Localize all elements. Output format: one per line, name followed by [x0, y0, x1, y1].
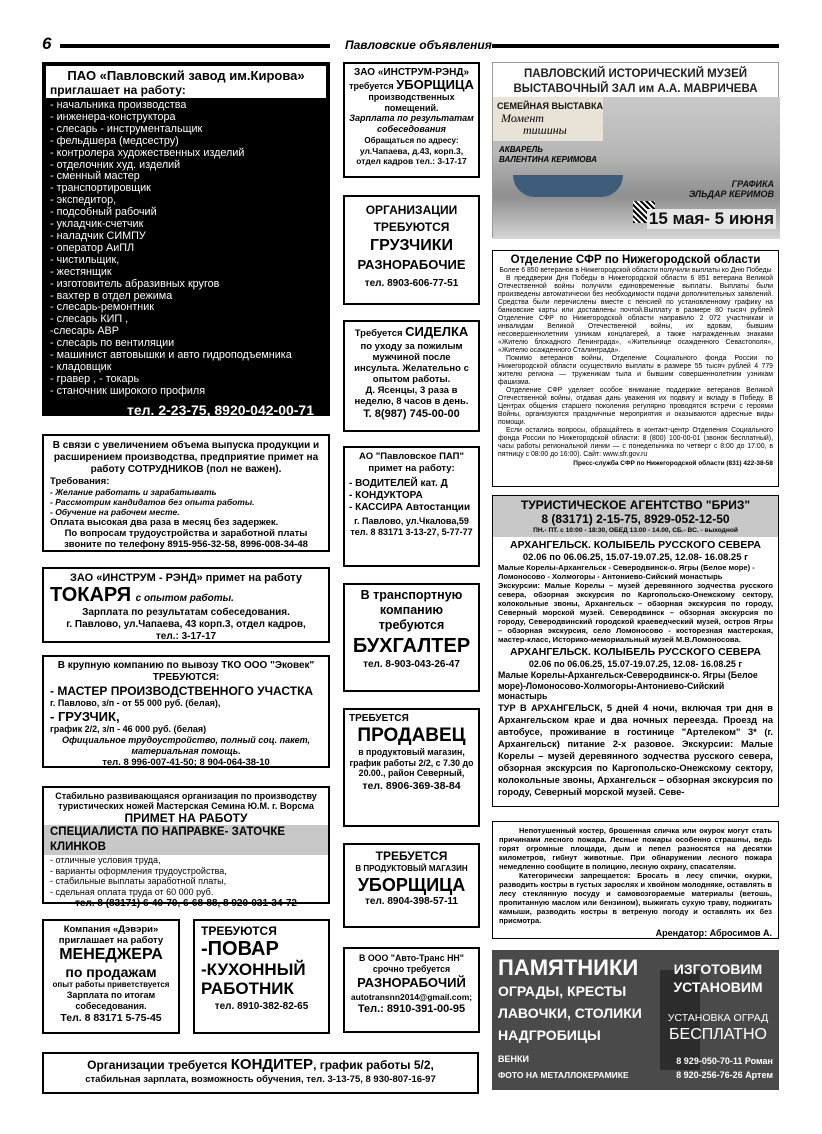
job-item: - фельдшера (медсестру) [50, 134, 179, 147]
ekovek-phone: тел. 8 996-007-41-50; 8 904-064-38-10 [102, 757, 270, 768]
autotrans-intro: В ООО "Авто-Транс НН" срочно требуется [359, 953, 464, 974]
accountant-phone: тел. 8-903-043-26-47 [363, 659, 460, 670]
sfr-para-5: Если остались вопросы, обращайтесь в контакт-центр Отделения Социального фонда России по Нижегородской области: 8 (800) 100-00-01 (звонок бесплатный), часы работы региональной линии — с понедельника по четверг с 8:00 до 17:00, в пятницу с 08:00 до 16:00). Сайт: www.sfr.gov.ru [498, 427, 773, 458]
autotrans-email: autotransnn2014@gmail.com; [350, 992, 473, 1002]
cleaner1-company: ЗАО «ИНСТРУМ-РЭНД» [353, 67, 470, 78]
ekovek-loader-pay: график 2/2, з/п - 46 000 руб. (белая) [50, 724, 207, 734]
loaders-intro: ОРГАНИЗАЦИИ ТРЕБУЮТСЯ [365, 203, 458, 234]
caregiver-ad [343, 320, 480, 432]
tour1-title: АРХАНГЕЛЬСК. КОЛЫБЕЛЬ РУССКОГО СЕВЕРА [509, 539, 761, 551]
autotrans-phone: Тел.: 8910-391-00-95 [357, 1003, 466, 1015]
monuments-phone-2: 8 920-256-76-26 Артем [676, 1070, 773, 1080]
confectioner-intro: Организации требуется [87, 1058, 228, 1072]
job-item: - укладчик-счетчик [50, 218, 144, 231]
accountant-title: БУХГАЛТЕР [352, 635, 471, 657]
job-item: - изготовитель абразивных кругов [50, 277, 220, 290]
knives-cond-1: - отличные условия труда, [50, 855, 161, 865]
confectioner-ad [42, 1052, 479, 1094]
turner-title: ТОКАРЯ [50, 584, 132, 606]
cook-title: -ПОВАР [201, 938, 279, 960]
monuments-benches: ЛАВОЧКИ, СТОЛИКИ [498, 1005, 642, 1021]
pap-ad [343, 446, 480, 567]
job-item: - экспедитор, [50, 194, 117, 207]
seller-title: ПРОДАВЕЦ [357, 725, 466, 746]
page-header-title: Павловские объявления [345, 38, 492, 52]
knives-hire: ПРИМЕТ НА РАБОТУ [124, 811, 248, 825]
accountant-ad [343, 583, 480, 692]
staff-req: Требования: [50, 476, 110, 487]
knives-position: СПЕЦИАЛИСТА ПО НАПРАВКЕ- ЗАТОЧКЕ КЛИНКОВ [44, 825, 328, 855]
job-item: - оператор АиПЛ [50, 241, 135, 254]
job-item: - станочник широкого профиля [50, 384, 206, 397]
ekovek-master: - МАСТЕР ПРОИЗВОДСТВЕННОГО УЧАСТКА [50, 684, 314, 698]
cleaner1-req: требуется [349, 81, 394, 91]
sfr-para-2: В преддверии Дня Победы в Нижегородской области 6 851 ветерана Великой Отечественной войны получили единовременные выплаты. Выплаты были произведены автоматически без необходимости подачи дополнительных заявлений. Средства были перечислены вместе с пенсией по установленному графику на банковские карты или доставлены почтой.Выплату в размере 80 тысяч рублей Отделение СФР по Нижегородской области направило 2 072 участникам и инвалидам Великой Отечественной войны, их вдовам, бывшим несовершеннолетним узникам концлагерей, а также награжденным знаками «Жителю блокадного Ленинграда», «Жительнице осажденного Севастополя», «Жителю осажденного Сталинграда». [498, 275, 773, 354]
knives-intro: Стабильно развивающаяся организация по производству туристических ножей Мастерская Семина Ю.М. г. Ворсма [55, 791, 317, 811]
museum-family: СЕМЕЙНАЯ ВЫСТАВКА [497, 101, 603, 111]
manager-title: МЕНЕДЖЕРА [59, 946, 163, 963]
job-item: - слесарь по вентиляции [50, 337, 175, 350]
briz-title: ТУРИСТИЧЕСКОЕ АГЕНТСТВО "БРИЗ" [520, 498, 751, 512]
ekovek-intro: В крупную компанию по вывозу ТКО ООО "Эковек" [57, 660, 315, 671]
tour1-route: Малые Корелы-Архангельск - Северодвинск-о. Ягры (Белое море) - Ломоносово - Холмогоры - Антониево-Сийский монастырь [498, 563, 755, 581]
job-item: - кладовщик [50, 360, 112, 373]
seller-ad [343, 708, 480, 827]
seller-desc: в продуктовый магазин, график работы 2/2, с 7.30 до 20.00., район Северный, [349, 747, 474, 778]
briz-hours: ПН.- ПТ. с 10:00 - 18:30, ОБЕД 13.00 - 14.00, СБ.- ВС. - выходной [533, 527, 738, 534]
tour2-desc: ТУР В АРХАНГЕЛЬСК, 5 дней 4 ночи, включая три дня в Архангельском крае и два ночных переезда. Проезд на автобусе, проживание в гостинице "Артелеком" 3* (г. Архангельск) питание 2-х разовое. Экскурсии: Малые Корелы – музей деревянного зодчества русского севера, обзорная экскурсия по Каргопольско-Онежскому сектору, колокольные звоны, Архангельск – обзорная экскурсия по городу, Северный морской музей. Севе- [498, 702, 773, 797]
job-item: - слесарь - инструментальщик [50, 122, 203, 135]
tour1-dates: 02.06 по 06.06.25, 15.07-19.07.25, 12.08- 16.08.25 г [522, 552, 749, 563]
confectioner-title: КОНДИТЕР [230, 1056, 314, 1073]
header-rule-right [492, 44, 779, 48]
museum-title: ПАВЛОВСКИЙ ИСТОРИЧЕСКИЙ МУЗЕЙ [523, 68, 748, 80]
confectioner-phone: стабильная зарплата, возможность обучения, тел. 3-13-75, 8 930-807-16-97 [85, 1074, 436, 1085]
job-item: - сменный мастер [50, 170, 140, 183]
tour1-excursions: Экскурсии: Малые Корелы – музей деревянного зодчества русского севера, обзорная экскурсия по Каргопольско-Онежскому сектору, колокольные звоны, Архангельск – обзорная экскурсия по городу, Северный морской музей. Северодвинск – обзорная экскурсия по городу, Северодвинский городской краеведческий музей, остров Ягры – обзорная экскурсия, село Ломоносово - косторезная мастерская, мастер-класс, Историко-мемориальный музей М.В.Ломоносова. [498, 581, 773, 644]
sfr-para-1: Более 6 850 ветеранов в Нижегородской области получили выплаты ко Дню Победы [499, 267, 772, 274]
boat-shape [513, 175, 623, 197]
cleaner2-title: УБОРЩИЦА [357, 875, 466, 895]
cleaner1-address: ул.Чапаева, д.43, корп.3, отдел кадров тел.: 3-17-17 [356, 146, 467, 166]
manager-intro: Компания «Дэвэри» приглашает на работу [58, 924, 164, 946]
autotrans-ad [343, 947, 480, 1033]
kirov-phone: тел. 2-23-75, 8920-042-00-71 [127, 401, 314, 418]
cleaner2-phone: тел. 8904-398-57-11 [365, 896, 458, 907]
job-item: - отделочник худ. изделий [50, 158, 181, 171]
manager-exp: опыт работы приветствуется [52, 980, 170, 989]
ekovek-ad [42, 655, 330, 768]
knives-cond-2: - варианты оформления трудоустройства, [50, 865, 227, 876]
turner-pay: Зарплата по результатам собеседования. [82, 607, 290, 618]
pap-phone: тел. 8 83171 3-13-27, 5-77-77 [350, 527, 473, 537]
kirov-list [44, 100, 328, 398]
job-item: - транспортировщик [50, 182, 151, 195]
loaders-title: ГРУЗЧИКИ [370, 237, 453, 254]
cook-req: ТРЕБУЮТСЯ [201, 924, 277, 938]
museum-graphics: ГРАФИКА [731, 179, 774, 189]
staff-req-1: - Желание работать и зарабатывать [50, 487, 217, 497]
cleaner1-place: производственных помещений. [368, 92, 455, 113]
knives-cond-4: - сдельная оплата труда от 60 000 руб. [50, 886, 214, 897]
seller-req: ТРЕБУЕТСЯ [349, 713, 409, 724]
job-item: - контролера художественных изделий [50, 146, 245, 159]
pap-drivers: - ВОДИТЕЛЕЙ кат. Д [349, 478, 448, 489]
caregiver-title: СИДЕЛКА [405, 324, 469, 339]
briz-ad [492, 495, 779, 807]
museum-poster [492, 62, 779, 238]
job-item: - начальника производства [50, 99, 187, 111]
monuments-make: ИЗГОТОВИМ [673, 961, 763, 977]
fire-signature: Арендатор: Абросимов А. [655, 928, 772, 938]
turner-ad [42, 567, 330, 643]
tour2-dates: 02.06 по 06.06.25, 15.07-19.07.25, 12.08- 16.08.25 г [528, 659, 743, 669]
sfr-title: Отделение СФР по Нижегородской области [510, 254, 761, 266]
job-item: - подсобный рабочий [50, 206, 157, 219]
museum-silence: тишины [523, 123, 567, 137]
job-item: - слесарь КИП , [50, 313, 129, 326]
cleaner2-req: ТРЕБУЕТСЯ [375, 849, 448, 863]
kirov-title: ПАО «Павловский завод им.Кирова» [67, 68, 305, 83]
turner-intro: ЗАО «ИНСТРУМ - РЭНД» примет на работу [69, 572, 303, 584]
museum-artist2: ЭЛЬДАР КЕРИМОВ [688, 189, 774, 199]
loaders-phone: тел. 8903-606-77-51 [364, 278, 459, 289]
pap-address: г. Павлово, ул.Чкалова,59 [354, 516, 469, 526]
monuments-free: БЕСПЛАТНО [669, 1026, 767, 1043]
museum-hall: ВЫСТАВОЧНЫЙ ЗАЛ им А.А. МАВРИЧЕВА [513, 83, 758, 95]
turner-address: г. Павлово, ул.Чапаева, 43 корп.3, отдел кадров, [66, 619, 306, 630]
monuments-title: ПАМЯТНИКИ [498, 955, 639, 980]
tour2-route: Малые Корелы-Архангельск-Северодвинск-о. Ягры (Белое море)-Ломоносово-Холмогоры-Антониево-Сийский монастырь [498, 670, 758, 701]
caregiver-phone: Т. 8(987) 745-00-00 [363, 408, 460, 420]
museum-artwork [493, 97, 780, 239]
staff-phone: звоните по телефону 8915-956-32-58, 8996-008-34-48 [64, 539, 308, 550]
pap-cashier: - КАССИРА Автостанции [349, 502, 471, 513]
monuments-ad [492, 950, 779, 1090]
manager-pay: Зарплата по итогам собеседования. [66, 990, 156, 1011]
tour2-title: АРХАНГЕЛЬСК. КОЛЫБЕЛЬ РУССКОГО СЕВЕРА [509, 646, 761, 658]
confectioner-schedule: , график работы 5/2, [313, 1058, 434, 1072]
fire-notice [492, 821, 779, 939]
manager-sales: по продажам [65, 964, 157, 980]
museum-artist1: ВАЛЕНТИНА КЕРИМОВА [499, 155, 597, 164]
job-item: - слесарь-ремонтник [50, 301, 154, 314]
turner-exp: с опытом работы. [135, 593, 234, 604]
cleaner1-pay: Зарплата по результатам собеседования [349, 113, 474, 134]
seller-phone: тел. 8906-369-38-84 [362, 779, 461, 792]
job-item: - гравер , - токарь [50, 372, 140, 385]
caregiver-req: Требуется [354, 328, 403, 339]
job-item: - наладчик СИМПУ [50, 229, 146, 242]
autotrans-title: РАЗНОРАБОЧИЙ [357, 975, 466, 990]
caregiver-desc: по уходу за пожилым мужчиной после инсульта. Желательно с опытом работы. [354, 341, 469, 385]
monuments-wreaths: ВЕНКИ [498, 1054, 529, 1064]
job-item: - инженера-конструктора [50, 110, 176, 123]
sfr-article [492, 250, 779, 487]
museum-moment: Момент [501, 111, 544, 125]
monuments-tombstones: НАДГРОБИЦЫ [498, 1027, 601, 1043]
museum-watercolor: АКВАРЕЛЬ [499, 145, 543, 154]
ekovek-loader: - ГРУЗЧИК, [50, 709, 120, 724]
ekovek-master-pay: г. Павлово, з/п - от 55 000 руб. (белая), [50, 698, 221, 708]
cook-ad [193, 919, 330, 1034]
page-number: 6 [42, 34, 52, 53]
sfr-para-4: Отделение СФР уделяет особое внимание поддержке ветеранов Великой Отечественной войны, отдавая дань уважения их подвигу и вкладу в Победу. В Центрах общения старшего поколения регулярно проводятся встречи с героями Войны, организуются праздничные мероприятия и оказываются адресные виды помощи. [498, 387, 773, 426]
staff-req-2: - Рассмотрим кандидатов без опыта работы. [50, 497, 255, 507]
kirov-sub: приглашает на работу: [50, 83, 186, 97]
staff-intro: В связи с увеличением объема выпуска продукции и расширением производства, предприятие примет на работу СОТРУДНИКОВ (пол не важен). [52, 440, 320, 475]
cook-phone: тел. 8910-382-82-65 [214, 1001, 309, 1012]
cleaner1-contact: Обращаться по адресу: [364, 136, 459, 145]
caregiver-schedule: Д. Ясенцы, 3 раза в неделю, 8 часов в день. [354, 385, 469, 407]
ekovek-req: ТРЕБУЮТСЯ: [152, 672, 220, 683]
museum-dates: 15 мая- 5 июня [648, 209, 774, 228]
kirov-address: Обр. г. Павлово, ул. Маяковского, 77 отдел кадров [67, 419, 305, 431]
pap-intro: АО "Павловское ПАП" примет на работу: [359, 451, 464, 474]
turner-phone: тел.: 3-17-17 [155, 631, 217, 642]
fire-para-2: Категорически запрещается: Бросать в лесу спички, окурки, разводить костры в густых зарослях и хвойном молодняке, оставлять в лесу стеклянную посуду и самовозгораемые материалы (ветошь, пропитанную маслом или бензином), выжигать сухую траву, поджигать камыши, разводить костры в ветреную погоду и оставлять их без присмотра. [499, 871, 772, 925]
header-rule-left [60, 44, 330, 48]
monuments-phone-1: 8 929-050-70-11 Роман [676, 1056, 773, 1066]
kirov-ad [42, 62, 330, 431]
job-item: - вахтер в отдел режима [50, 289, 173, 302]
knives-phone: тел. 8 (83171) 6-40-70, 6-68-88, 8 920-031-34-72 [75, 898, 297, 909]
cleaner2-place: В ПРОДУКТОВЫЙ МАГАЗИН [355, 864, 468, 873]
manager-phone: Тел. 8 83171 5-75-45 [60, 1012, 162, 1024]
knives-cond-3: - стабильные выплаты заработной платы, [50, 876, 227, 886]
staff-pay: Оплата высокая два раза в месяц без задержек. [50, 517, 279, 528]
job-item: - жестянщик [50, 265, 112, 278]
cleaner1-ad [343, 62, 480, 178]
accountant-intro: В транспортную компанию требуются [360, 588, 463, 632]
loaders-ad [343, 195, 480, 305]
monuments-photo: ФОТО НА МЕТАЛЛОКЕРАМИКЕ [498, 1070, 629, 1080]
fire-para-1: Непотушенный костер, брошенная спичка или окурок могут стать причинами лесного пожара. Лесные пожары особенно страшны, ведь горят огромные площади, дым и пепел разносятся на десятки километров, гибнут животные. При обнаружении лесного пожара немедленно сообщите в полицию, лесную охрану, спасателям. [499, 826, 772, 871]
job-item: - чистильщик, [50, 253, 120, 266]
monuments-fences: ОГРАДЫ, КРЕСТЫ [498, 983, 627, 999]
briz-phone: 8 (83171) 2-15-75, 8929-052-12-50 [541, 512, 730, 526]
laborers-title: РАЗНОРАБОЧИЕ [357, 257, 466, 272]
sfr-para-3: Помимо ветеранов войны, Отделение Социального фонда России по Нижегородской области осуществило выплаты в размере 55 тысяч рублей 4 779 жителю региона — труженикам тыла и бывшим совершеннолетним узникам фашизма. [498, 355, 773, 386]
cleaner2-ad [343, 843, 480, 928]
job-item: -слесарь АВР [50, 325, 119, 338]
knives-ad [42, 786, 330, 909]
staff-questions: По вопросам трудоустройства и заработной платы [64, 528, 308, 539]
sfr-signature: Пресс-служба СФР по Нижегородской области (831) 422-38-58 [573, 460, 773, 467]
staff-req-3: - Обучение на рабочем месте. [50, 507, 180, 517]
pap-conductor: - КОНДУКТОРА [349, 490, 423, 501]
ekovek-benefits: Официальное трудоустройство, полный соц. пакет, материальная помощь. [61, 735, 311, 756]
monuments-fence-install: УСТАНОВКА ОГРАД [667, 1012, 769, 1024]
manager-ad [42, 919, 180, 1034]
monuments-install: УСТАНОВИМ [673, 979, 763, 995]
cleaner1-title: УБОРЩИЦА [396, 77, 474, 92]
job-item: - машинист автовышки и авто гидроподъемника [50, 349, 292, 362]
kitchen-worker-title: -КУХОННЫЙ РАБОТНИК [201, 960, 306, 998]
staff-ad [42, 434, 330, 552]
